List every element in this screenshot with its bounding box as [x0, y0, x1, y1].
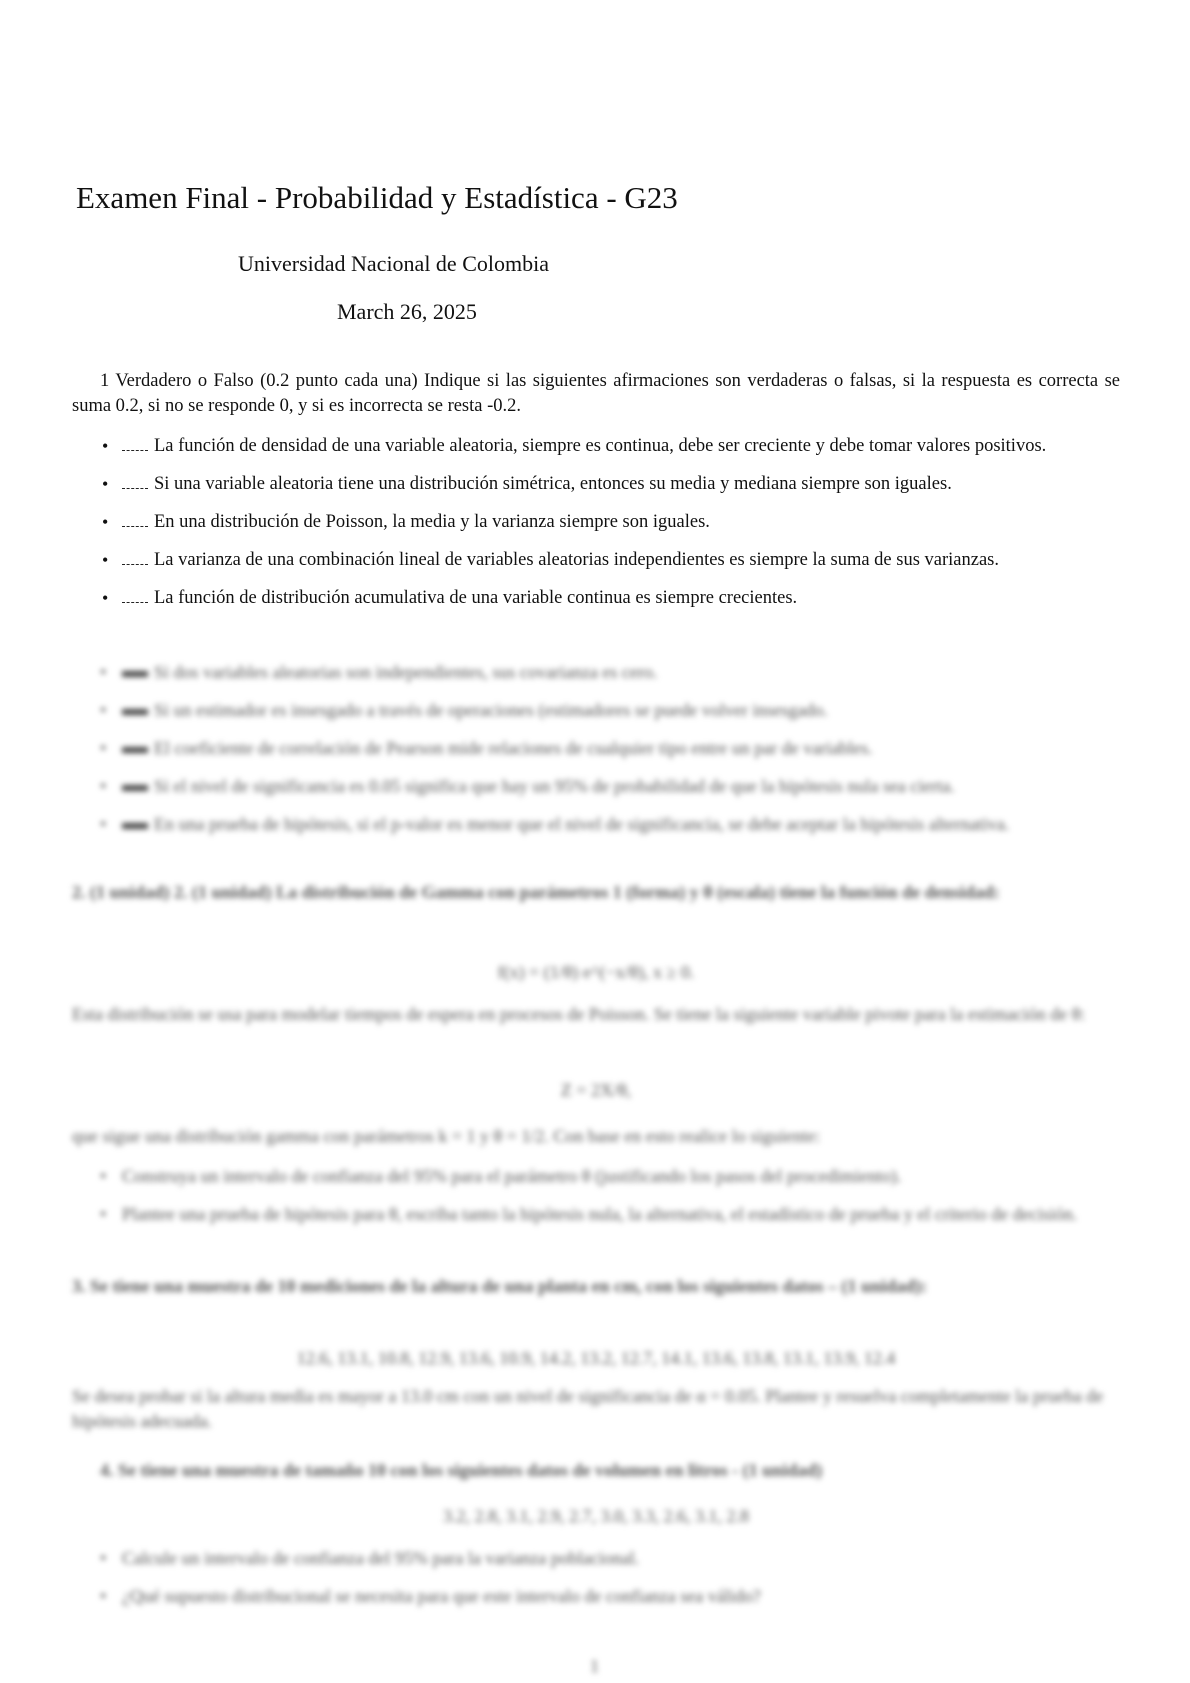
question2-text: Esta distribución se usa para modelar tiempos de espera en procesos de Poisson. Se tiene la siguiente variable pivote para la estimación de θ: [72, 1004, 1086, 1024]
bullet-icon: • [100, 662, 107, 682]
question2-formula: f(x) = (1/θ) e^(−x/θ), x ≥ 0. [497, 962, 695, 982]
statement-text: Si el nivel de significancia es 0.05 significa que hay un 95% de probabilidad de que la hipótesis nula sea cierta. [154, 776, 955, 796]
bullet-icon: • [102, 588, 109, 608]
list-item [72, 510, 1122, 534]
statement-text: El coeficiente de correlación de Pearson mide relaciones de cualquier tipo entre un par de variables. [154, 738, 873, 758]
answer-blank[interactable] [122, 476, 148, 489]
true-false-list [72, 434, 1122, 610]
bullet-icon: • [102, 474, 109, 494]
answer-blank[interactable] [122, 438, 148, 451]
bullet-icon: • [100, 1166, 107, 1186]
answer-blank[interactable] [122, 823, 148, 829]
question2-heading: 2. (1 unidad) 2. (1 unidad) La distribución de Gamma con parámetros 1 (forma) y θ (escala) tiene la función de densidad: [72, 882, 1000, 902]
question3-data: 12.6, 13.1, 10.8, 12.9, 13.6, 10.9, 14.2, 13.2, 12.7, 14.1, 13.6, 13.8, 13.1, 13.9, 12.4 [296, 1348, 896, 1368]
question3-text: Se desea probar si la altura media es mayor a 13.0 cm con un nivel de significancia de α = 0.05. Plantee y resuelva completamente la prueba de hipótesis adecuada. [72, 1386, 1104, 1431]
list-item-text: Calcule un intervalo de confianza del 95% para la varianza poblacional. [122, 1548, 640, 1568]
answer-blank[interactable] [122, 709, 148, 715]
bullet-icon: • [100, 1586, 107, 1606]
page-title: Examen Final - Probabilidad y Estadística - G23 [76, 180, 678, 215]
list-item [72, 548, 1122, 572]
list-item-text: ¿Qué supuesto distribucional se necesita para que este intervalo de confianza sea válido? [122, 1586, 761, 1606]
question2-list [72, 1164, 1122, 1226]
blurred-true-false-list [72, 660, 1122, 836]
institution-name: Universidad Nacional de Colombia [238, 251, 549, 276]
answer-blank[interactable] [122, 785, 148, 791]
list-item [72, 812, 1122, 836]
statement-text: Si dos variables aleatorias son independientes, sus covarianza es cero. [154, 662, 658, 682]
list-item [72, 698, 1122, 722]
list-item-text: Construya un intervalo de confianza del 95% para el parámetro θ (justificando los pasos del procedimiento). [122, 1166, 902, 1186]
list-item [72, 660, 1122, 684]
question2-pivot: Z = 2X/θ, [560, 1080, 632, 1100]
bullet-icon: • [100, 1548, 107, 1568]
answer-blank[interactable] [122, 552, 148, 565]
bullet-icon: • [102, 436, 109, 456]
list-item [72, 472, 1122, 496]
list-item-text: Plantee una prueba de hipótesis para θ, escriba tanto la hipótesis nula, la alternativa, el estadístico de prueba y el criterio de decisión. [122, 1204, 1078, 1224]
page-number: 1 [590, 1656, 599, 1676]
question3-heading: 3. Se tiene una muestra de 10 mediciones de la altura de una planta en cm, con los siguientes datos – (1 unidad): [72, 1276, 928, 1296]
list-item [72, 434, 1122, 458]
list-item [72, 1584, 1122, 1608]
bullet-icon: • [102, 550, 109, 570]
question4-list [72, 1546, 1122, 1608]
section1-instructions: 1 Verdadero o Falso (0.2 punto cada una) Indique si las siguientes afirmaciones son verdaderas o falsas, si la respuesta es correcta se suma 0.2, si no se responde 0, y si es incorrecta se resta -0.2. [72, 371, 1120, 416]
list-item [72, 1202, 1122, 1226]
statement-text: Si una variable aleatoria tiene una distribución simétrica, entonces su media y mediana siempre son iguales. [154, 474, 952, 494]
list-item [72, 736, 1122, 760]
answer-blank[interactable] [122, 514, 148, 527]
exam-date: March 26, 2025 [337, 299, 477, 324]
statement-text: En una prueba de hipótesis, si el p-valor es menor que el nivel de significancia, se debe aceptar la hipótesis alternativa. [154, 814, 1010, 834]
question2-after: que sigue una distribución gamma con parámetros k = 1 y θ = 1/2. Con base en esto realice lo siguiente: [72, 1126, 821, 1146]
answer-blank[interactable] [122, 671, 148, 677]
answer-blank[interactable] [122, 747, 148, 753]
bullet-icon: • [100, 814, 107, 834]
bullet-icon: • [100, 1204, 107, 1224]
bullet-icon: • [100, 776, 107, 796]
answer-blank[interactable] [122, 590, 148, 603]
bullet-icon: • [100, 700, 107, 720]
bullet-icon: • [102, 512, 109, 532]
question4-heading: 4. Se tiene una muestra de tamaño 10 con los siguientes datos de volumen en litros - (1 unidad) [100, 1460, 823, 1480]
list-item [72, 774, 1122, 798]
list-item [72, 586, 1122, 610]
statement-text: En una distribución de Poisson, la media y la varianza siempre son iguales. [154, 512, 710, 532]
statement-text: La función de distribución acumulativa de una variable continua es siempre crecientes. [154, 588, 798, 608]
bullet-icon: • [100, 738, 107, 758]
question4-data: 3.2, 2.8, 3.1, 2.9, 2.7, 3.0, 3.3, 2.6, 3.1, 2.8 [443, 1506, 749, 1526]
list-item [72, 1546, 1122, 1570]
list-item [72, 1164, 1122, 1188]
statement-text: La varianza de una combinación lineal de variables aleatorias independientes es siempre la suma de sus varianzas. [154, 550, 1000, 570]
statement-text: Si un estimador es insesgado a través de operaciones (estimadores se puede volver insesgado. [154, 700, 828, 720]
statement-text: La función de densidad de una variable aleatoria, siempre es continua, debe ser creciente y debe tomar valores positivos. [154, 436, 1047, 456]
